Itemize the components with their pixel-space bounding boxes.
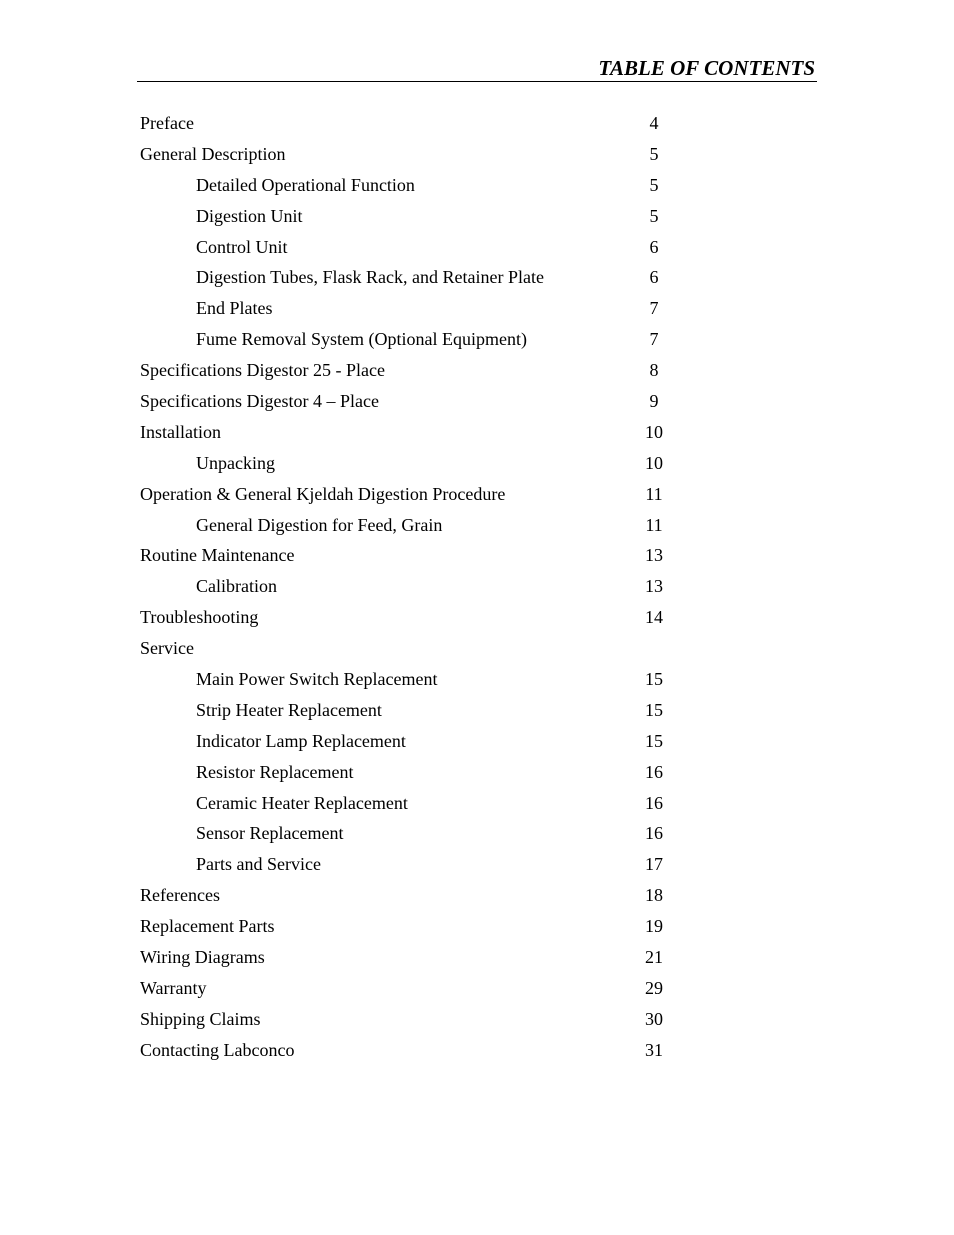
toc-entry-page-number: 19 — [645, 916, 663, 937]
toc-entry — [140, 479, 700, 510]
toc-subentry — [140, 788, 700, 819]
toc-entry — [140, 1035, 700, 1066]
toc-entry-page-number: 6 — [649, 267, 659, 288]
toc-entry-page-number: 16 — [645, 823, 663, 844]
toc-subentry — [140, 510, 700, 541]
toc-entry-page-number: 16 — [645, 761, 663, 782]
toc-entry-page-number: 21 — [645, 947, 663, 968]
toc-entry-page-number: 5 — [649, 174, 659, 195]
toc-entry — [140, 633, 700, 664]
toc-entry-page-number: 10 — [645, 452, 663, 473]
toc-entry-page-number: 11 — [645, 514, 663, 535]
toc-entry-page-number: 7 — [649, 329, 659, 350]
toc-subentry — [140, 571, 700, 602]
toc-entry-page-number: 5 — [649, 143, 659, 164]
toc-entry — [140, 973, 700, 1004]
toc-entry — [140, 942, 700, 973]
toc-entry-title: Ceramic Heater Replacement — [196, 792, 408, 813]
toc-entry — [140, 911, 700, 942]
page-title: TABLE OF CONTENTS — [598, 56, 815, 80]
toc-entry-title: General Digestion for Feed, Grain — [196, 514, 443, 535]
toc-entry-title: Contacting Labconco — [140, 1039, 295, 1060]
toc-subentry — [140, 448, 700, 479]
toc-entry — [140, 540, 700, 571]
toc-entry-page-number: 10 — [645, 421, 663, 442]
toc-entry-page-number: 18 — [645, 885, 663, 906]
page-header — [137, 54, 817, 82]
toc-subentry — [140, 726, 700, 757]
toc-entry-page-number: 9 — [649, 391, 659, 412]
toc-entry-title: Main Power Switch Replacement — [196, 669, 438, 690]
toc-entry-title: References — [140, 885, 220, 906]
toc-entry-title: Service — [140, 638, 194, 659]
table-of-contents — [140, 108, 700, 1066]
toc-entry-page-number: 17 — [645, 854, 663, 875]
toc-subentry — [140, 695, 700, 726]
toc-entry — [140, 108, 700, 139]
toc-entry-title: Replacement Parts — [140, 916, 275, 937]
toc-entry — [140, 880, 700, 911]
toc-entry-page-number: 30 — [645, 1008, 663, 1029]
toc-entry-page-number: 15 — [645, 669, 663, 690]
toc-subentry — [140, 262, 700, 293]
toc-entry-title: Sensor Replacement — [196, 823, 344, 844]
toc-entry-page-number: 13 — [645, 545, 663, 566]
toc-entry-page-number: 13 — [645, 576, 663, 597]
toc-subentry — [140, 293, 700, 324]
toc-entry-page-number: 11 — [645, 483, 663, 504]
toc-entry-title: End Plates — [196, 298, 273, 319]
toc-entry-title: Fume Removal System (Optional Equipment) — [196, 329, 527, 350]
toc-entry — [140, 139, 700, 170]
toc-entry — [140, 386, 700, 417]
toc-subentry — [140, 757, 700, 788]
toc-subentry — [140, 818, 700, 849]
toc-entry-page-number: 6 — [649, 236, 659, 257]
toc-entry-title: Troubleshooting — [140, 607, 259, 628]
toc-entry-page-number: 8 — [649, 360, 659, 381]
toc-entry — [140, 1004, 700, 1035]
toc-entry-title: Operation & General Kjeldah Digestion Procedure — [140, 483, 506, 504]
toc-entry-page-number: 7 — [649, 298, 659, 319]
toc-entry-page-number: 15 — [645, 730, 663, 751]
toc-entry-title: Warranty — [140, 977, 207, 998]
toc-entry-title: Installation — [140, 421, 221, 442]
toc-entry — [140, 417, 700, 448]
toc-entry — [140, 355, 700, 386]
toc-entry-title: General Description — [140, 143, 286, 164]
toc-entry-title: Preface — [140, 113, 194, 133]
toc-entry-title: Wiring Diagrams — [140, 947, 265, 968]
toc-entry-title: Indicator Lamp Replacement — [196, 730, 406, 751]
toc-entry-title: Unpacking — [196, 452, 275, 473]
toc-entry-title: Strip Heater Replacement — [196, 699, 382, 720]
toc-entry-page-number: 31 — [645, 1039, 663, 1060]
toc-entry-title: Routine Maintenance — [140, 545, 295, 566]
toc-entry-title: Calibration — [196, 576, 277, 597]
toc-entry — [140, 602, 700, 633]
toc-subentry — [140, 849, 700, 880]
toc-entry-title: Resistor Replacement — [196, 761, 354, 782]
toc-entry-title: Digestion Tubes, Flask Rack, and Retainer Plate — [196, 267, 544, 288]
toc-entry-title: Parts and Service — [196, 854, 321, 875]
toc-entry-title: Specifications Digestor 4 – Place — [140, 391, 379, 412]
toc-entry-page-number: 16 — [645, 792, 663, 813]
toc-subentry — [140, 664, 700, 695]
toc-subentry — [140, 201, 700, 232]
toc-subentry — [140, 324, 700, 355]
toc-subentry — [140, 170, 700, 201]
toc-entry-title: Control Unit — [196, 236, 288, 257]
toc-entry-page-number: 15 — [645, 699, 663, 720]
toc-entry-page-number: 5 — [649, 205, 659, 226]
toc-entry-title: Detailed Operational Function — [196, 174, 415, 195]
toc-entry-page-number: 4 — [649, 113, 659, 133]
toc-entry-page-number: 29 — [645, 977, 663, 998]
toc-entry-title: Specifications Digestor 25 - Place — [140, 360, 385, 381]
toc-entry-page-number: 14 — [645, 607, 663, 628]
toc-entry-title: Digestion Unit — [196, 205, 303, 226]
toc-entry-title: Shipping Claims — [140, 1008, 261, 1029]
toc-subentry — [140, 232, 700, 263]
